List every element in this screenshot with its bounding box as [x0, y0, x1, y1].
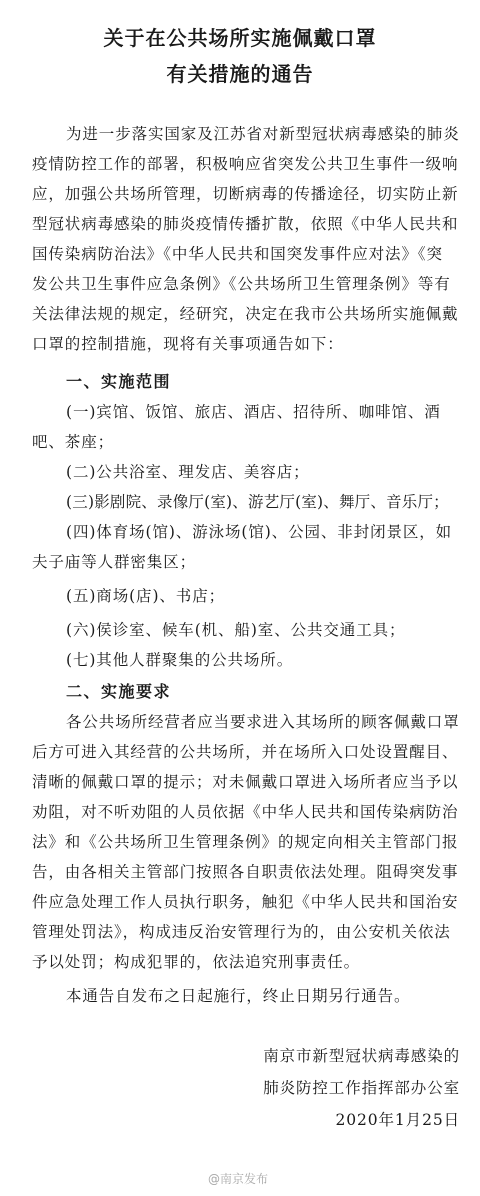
paragraph-line: 劝阻，对不听劝阻的人员依据《中华人民共和国传染病防治 [32, 803, 459, 821]
list-item: (四)体育场(馆)、游泳场(馆)、公园、非封闭景区，如 [66, 523, 453, 541]
paragraph-line: 法》和《公共场所卫生管理条例》的规定向相关主管部门报 [32, 833, 459, 851]
list-item: (三)影剧院、录像厅(室)、游艺厅(室)、舞厅、音乐厅； [66, 493, 449, 511]
paragraph-line: 后方可进入其经营的公共场所，并在场所入口处设置醒目、 [32, 743, 459, 761]
intro-line: 口罩的控制措施，现将有关事项通告如下： [32, 335, 344, 353]
paragraph-line: 予以处罚；构成犯罪的，依法追究刑事责任。 [32, 953, 361, 971]
paragraph-line: 管理处罚法》，构成违反治安管理行为的，由公安机关依法 [32, 923, 451, 941]
paragraph-line: 件应急处理工作人员执行职务，触犯《中华人民共和国治安 [32, 893, 459, 911]
paragraph-line: 清晰的佩戴口罩的提示；对未佩戴口罩进入场所者应当予以 [32, 773, 459, 791]
signature-line-2: 肺炎防控工作指挥部办公室 [263, 1079, 460, 1097]
signature-line-1: 南京市新型冠状病毒感染的 [263, 1047, 460, 1065]
intro-line: 国传染病防治法》《中华人民共和国突发事件应对法》《突 [32, 245, 443, 263]
list-item: (二)公共浴室、理发店、美容店； [66, 463, 310, 481]
list-item: 吧、茶座； [32, 433, 115, 451]
issue-date: 2020年1月25日 [335, 1111, 460, 1129]
paragraph-line: 告，由各相关主管部门按照各自职责依法处理。阻碍突发事 [32, 863, 459, 881]
list-item: (六)侯诊室、候车(机、船)室、公共交通工具； [66, 621, 406, 639]
list-item: 夫子庙等人群密集区； [32, 553, 197, 571]
section-2-heading: 二、实施要求 [66, 682, 172, 701]
notice-title-line-2: 有关措施的通告 [166, 62, 314, 86]
closing-statement: 本通告自发布之日起施行，终止日期另行通告。 [66, 987, 411, 1005]
notice-title-line-1: 关于在公共场所实施佩戴口罩 [103, 26, 377, 50]
intro-line: 疫情防控工作的部署，积极响应省突发公共卫生事件一级响 [32, 155, 459, 173]
intro-line: 应，加强公共场所管理，切断病毒的传播途径，切实防止新 [32, 185, 459, 203]
paragraph-line: 各公共场所经营者应当要求进入其场所的顾客佩戴口罩 [66, 713, 460, 731]
section-1-heading: 一、实施范围 [66, 372, 172, 391]
intro-line: 关法律法规的规定，经研究，决定在我市公共场所实施佩戴 [32, 305, 459, 323]
weibo-watermark: @南京发布 [208, 1172, 269, 1186]
list-item: (一)宾馆、饭馆、旅店、酒店、招待所、咖啡馆、酒 [66, 403, 441, 421]
list-item: (五)商场(店)、书店； [66, 587, 225, 605]
list-item: (七)其他人群聚集的公共场所。 [66, 651, 294, 669]
intro-line: 型冠状病毒感染的肺炎疫情传播扩散，依照《中华人民共和 [32, 215, 459, 233]
intro-line: 发公共卫生事件应急条例》《公共场所卫生管理条例》等有 [32, 275, 451, 293]
intro-line: 为进一步落实国家及江苏省对新型冠状病毒感染的肺炎 [66, 125, 460, 143]
